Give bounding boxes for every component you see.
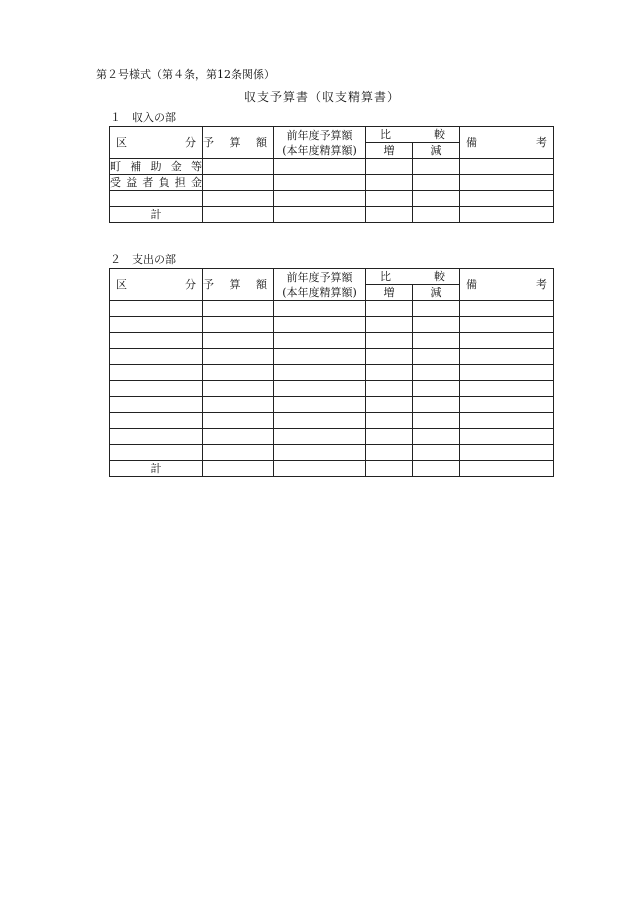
table-row [110, 429, 554, 445]
header-comparison: 比 較 [366, 127, 460, 143]
table-row [110, 381, 554, 397]
header-prev-budget: 前年度予算額 (本年度精算額) [274, 127, 366, 159]
header-budget: 予 算 額 [203, 269, 274, 301]
header-budget: 予 算 額 [203, 127, 274, 159]
table-row [110, 317, 554, 333]
table-total-row [110, 461, 554, 477]
table-row [110, 191, 554, 207]
total-label: 計 [110, 207, 203, 223]
header-remarks: 備 考 [460, 269, 554, 301]
table-row [110, 349, 554, 365]
header-prev-budget: 前年度予算額 (本年度精算額) [274, 269, 366, 301]
row-label [110, 191, 203, 207]
table-row [110, 301, 554, 317]
header-increase: 増 [366, 285, 413, 301]
total-label: 計 [110, 461, 203, 477]
expense-table [109, 268, 554, 477]
header-increase: 増 [366, 143, 413, 159]
header-kubun: 区 分 [110, 127, 203, 159]
table-row [110, 333, 554, 349]
form-number: 第２号様式（第４条，第12条関係） [96, 68, 275, 81]
header-comparison: 比 較 [366, 269, 460, 285]
expense-heading: ２ 支出の部 [110, 253, 176, 266]
header-kubun: 区 分 [110, 269, 203, 301]
header-decrease: 減 [413, 285, 460, 301]
header-decrease: 減 [413, 143, 460, 159]
income-table [109, 126, 554, 223]
header-remarks: 備 考 [460, 127, 554, 159]
table-row [110, 175, 554, 191]
table-row [110, 365, 554, 381]
table-row [110, 397, 554, 413]
table-row [110, 413, 554, 429]
income-heading: １ 収入の部 [110, 111, 176, 124]
table-row [110, 445, 554, 461]
row-label: 町補助金等 [110, 160, 202, 173]
row-label: 受益者負担金 [110, 176, 202, 189]
table-row [110, 159, 554, 175]
table-total-row [110, 207, 554, 223]
document-title: 収支予算書（収支精算書） [244, 90, 401, 104]
